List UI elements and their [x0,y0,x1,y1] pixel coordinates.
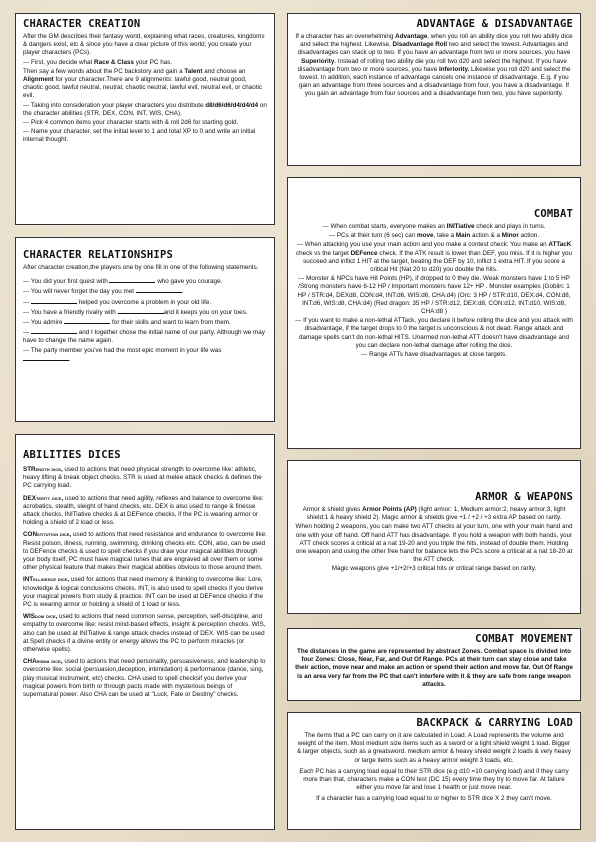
relationships-title: CHARACTER RELATIONSHIPS [23,249,173,261]
combat-title: COMBAT [533,208,573,220]
ability-wis: WISdom dice, used to actions that need common sense, perception, self-discipline, and empathy to overcome like: resist mind-based effects, insight & perception checks. WIS, also can be used at INITiative & range attack checks instead of DEX. WIS can be used at Spell checks if a divine entity or energy allows the PC to perform miracles (or otherwise spells). [23,613,266,654]
rel-intro: After character creation,the players one by one fill in one of the following statements. [23,264,259,271]
ability-con: CONstitution dice, used to actions that need resistance and endurance to overcome like: Resist poison, illness, running, swimming, drinking checks etc. CON, also, can be used to DEFence checks & used to spell checks if you draw your magical abilities through your body itself, PC must have magical runes that are engraved all over them or some other physical feature that makes their magical abilities obvious to those around them. [23,531,267,572]
combat-monsters: --- Monster & NPCs have Hit Points (HP), if dropped to 0 they die. Weak monsters have 1 to 5 HP /Strong monsters have 6-12 HP / Important monsters have 12+ HP . Monster examples (Goblin: 1 HP / STR:d4, DEXd8, CON:d4, INT:d6, WIS:d6, CHA:d4) (Orc: 3 HP / STR:d10, DEX:d4, CON:d8, INT:d6, WIS:d8, CHA:d4) (Red dragon: 35 HP / STR:d12, DEX:d8, CON:d12, INT:d10, WIS:d8, CHA:d8 ) [297,275,571,316]
movement-section: COMBAT MOVEMENT The distances in the game are represented by abstract Zones. Combat space is divided into four Zones: Close, Near, Far, and Out Of Range. PCs at their turn can stay close and take their action, move near and make an action or spend their action and move far. Out Of Range is an area very far from the PC that can't interfere with it & they are safe from range weapon attacks. [287,628,581,701]
armor-two-weapons: When holding 2 weapons, you can make two ATT checks at your turn, one with your main hand and one with your off hand. Off hand ATT has disadvantage. If you hold a weapon with both hands, your ATT check scores a critical at a nat 19-20 and you triple the hits, instead of double them. Holding one weapon and using the other free hand for balance lets the PCs score a critical at a nat 18-20 at the ATT check. [295,523,573,564]
backpack-overload: If a character has a carrying load equal to or higher to STR dice X 2 they can't move. [316,795,552,803]
abilities-section [15,434,275,830]
ability-str: STRength dice, used to actions that need physical strength to overcome like: athletic, heavy lifting & break object checks. STR is used at melee attack checks & defines the PC carrying load. [23,466,262,490]
backpack-section [287,712,581,830]
armor-section: ARMOR & WEAPONS Armor & shield gives Armor Points (AP) (light armor: 1, Medium armor:2, heavy armor:3, light shield:1 & heavy shield 2). Magic armor & shields give +1 / +2 / +3 extra AP based on rarity. When holding 2 weapons, you can make two ATT checks at your turn, one with your main hand and one with your off hand. Off hand ATT has disadvantage. If you hold a weapon with both hands, your ATT check scores a critical at a nat 19-20 and you triple the hits, instead of double them. Holding one weapon and using the other free hand for balance lets the PCs score a critical at a nat 18-20 at the ATT check. Magic weapons give +1/+2/+3 critical hits or critical range based on rarity. [287,460,581,614]
movement-title: COMBAT MOVEMENT [475,633,573,645]
armor-magic: Magic weapons give +1/+2/+3 critical hits or critical range based on rarity. [331,565,537,573]
backpack-capacity: Each PC has a carrying load equal to their STR dice (e.g d10 =10 carrying load) and if they carry more than that, characters make a CON test (DC 15) every time they try to move far. At failure either you move far and lose 1 health or just move near. [299,767,569,792]
character-relationships-section: CHARACTER RELATIONSHIPS After character creation,the players one by one fill in one of the following statements. --- You did your first quest with who gave you courage. --- You will never forget the day you met . --- helped you overcome a problem in your old life. --- You have a friendly rivalry with and it keeps you on your toes. --- You admire for their skills and want to learn from them. --- and I together chose the initial name of our party. Although we may have to change the name again. --- The party member you've had the most epic moment in your life was . [15,237,275,422]
backpack-load: The items that a PC can carry on it are calculated in Load. A Load represents the volume and weight of the item. Most medium size items such as a sword or a light shield weight 1 load. Bigger & larger objects, such as a greatsword, medium armor & heavy shield weight 2 loads & very heavy or large items such as a heavy armor weight 3 loads, etc. [296,732,572,764]
backpack-title: BACKPACK & CARRYING LOAD [416,717,573,729]
cc-intro: After the GM describes their fantasy world, explaining what races, creatures, kingdoms & dangers exist, etc & since you have a clear picture of this world, you create your player characters (PCs). [23,33,265,57]
advantage-title: ADVANTAGE & DISADVANTAGE [416,18,573,30]
advantage-section: ADVANTAGE & DISADVANTAGE If a character has an overwhelming Advantage, when you roll an ability dice you roll two ability dice and select the highest. Likewise, Disadvantage Roll two and select the lowest. Advantages and disadvantages can stack up to two. If you have an advantage from two or more sources, you have Superiority. Instead of rolling two ability die you roll two d20 and select the highest. If you have disadvantage from two or more sources, you have Inferiority. Likewise you roll d20 and select the lowest. In addition, each instance of advantage cancels one instance of disadvantage. E.g, if you gain an advantage from three sources and a disadvantage from four, you have a disadvantage. If you gain an advantage from four sources and a disadvantage from two, you have superiority. [287,13,581,166]
character-creation-section: CHARACTER CREATION After the GM describes their fantasy world, explaining what races, creatures, kingdoms & dangers exist, etc & since you have a clear picture of this world, you create your player characters (PCs). --- First, you decide what Race & Class your PC has. Then say a few words about the PC backstory and gain a Talent and choose an Alignment for your character.There are 9 alignments: lawful good, neutral good, chaotic good, lawful neutral, neutral, chaotic neutral, lawful evil, neutral evil, or chaotic evil. --- Taking into consideration your player characters you distribute d8/d6/d6/d4/d4/d4 on the character abilities (STR, DEX, CON, INT, WIS, CHA). --- Pick 4 common items your character starts with & roll 2d6 for starting gold. --- Name your character, set the initial level to 1 and total XP to 0 and write an initial internal thought. [15,13,275,225]
ability-int: INTelligence dice, used for actions that need memory & thinking to overcome like: Lore, knowledge & logical conclusions checks. INT, is also used to spell checks if you derive your magical powers from study & practice. INT can be used at DEFence checks if the PC is wearing armor or holding a shield of 1 load or less. [23,576,264,609]
cc-items: --- Pick 4 common items your character starts with & roll 2d6 for starting gold. [23,119,239,127]
ability-dex: DEXterity dice, used to actions that need agility, reflexes and balance to overcome like: acrobatics, stealth, sleight of hand checks, etc. DEX is also used to range & finesse attack checks, INITiative checks & at DEFence checks, if the PC is wearing armor or holding a shield of 2 load or less. [23,494,264,527]
cc-name: --- Name your character, set the initial level to 1 and total XP to 0 and write an initial internal thought. [23,128,256,144]
combat-section: COMBAT --- When combat starts, everyone makes an INITiative check and plays in turns. --- PCs at their turn (6 sec) can move, take a Main action & a Minor action. --- When attacking you use your main action and you make a contest check: You make an ATTacK check vs the target DEFence check. If the ATK result is lower than DEF, you miss. If it is higher you succeed and inflict 1 HIT at the target, beating the DEF by 10, inflict 1 extra HIT. If you score a critical Hit (Nat 20 to d20) you double the hits. --- Monster & NPCs have Hit Points (HP), if dropped to 0 they die. Weak monsters have 1 to 5 HP /Strong monsters have 6-12 HP / Important monsters have 12+ HP . Monster examples (Goblin: 1 HP / STR:d4, DEXd8, CON:d4, INT:d6, WIS:d6, CHA:d4) (Orc: 3 HP / STR:d10, DEX:d4, CON:d8, INT:d6, WIS:d8, CHA:d4) (Red dragon: 35 HP / STR:d12, DEX:d8, CON:d12, INT:d10, WIS:d8, CHA:d8 ) --- If you want to make a non-lethal ATTack, you declare it before rolling the dice and you attack with disadvantage, if the target drops to 0 the target is unconscious & not dead. Range attack and damage spells can't do non-lethal HITS. Unarmed non-lethal ATT doesn't have disadvantage and you can declare non-lethal damage after rolling the dice. --- Range ATTs have disadvantages at close targets. [287,177,581,449]
abilities-title: ABILITIES DICES [23,449,121,461]
combat-nonlethal: --- If you want to make a non-lethal ATTack, you declare it before rolling the dice and you attack with disadvantage, if the target drops to 0 the target is unconscious & not dead. Range attack and damage spells can't do non-lethal HITS. Unarmed non-lethal ATT doesn't have disadvantage and you can declare non-lethal damage after rolling the dice. [295,317,573,349]
armor-title: ARMOR & WEAPONS [475,491,573,503]
combat-range: --- Range ATTs have disadvantages at close targets. [361,351,507,359]
ability-cha: CHArisma dice, used to actions that need personality, persuasiveness, and leadership to overcome like: social (persuasion,deception, intimidation) & performance (dance, sing, play musical instrument, etc) checks. CHA used to spell checksif you derive your magical powers from birth or through pacts made with mysterious beings of supernatural power. Also CHA can be used at "Luck, Fate or Destiny" checks. [23,658,266,699]
character-creation-title: CHARACTER CREATION [23,18,141,30]
